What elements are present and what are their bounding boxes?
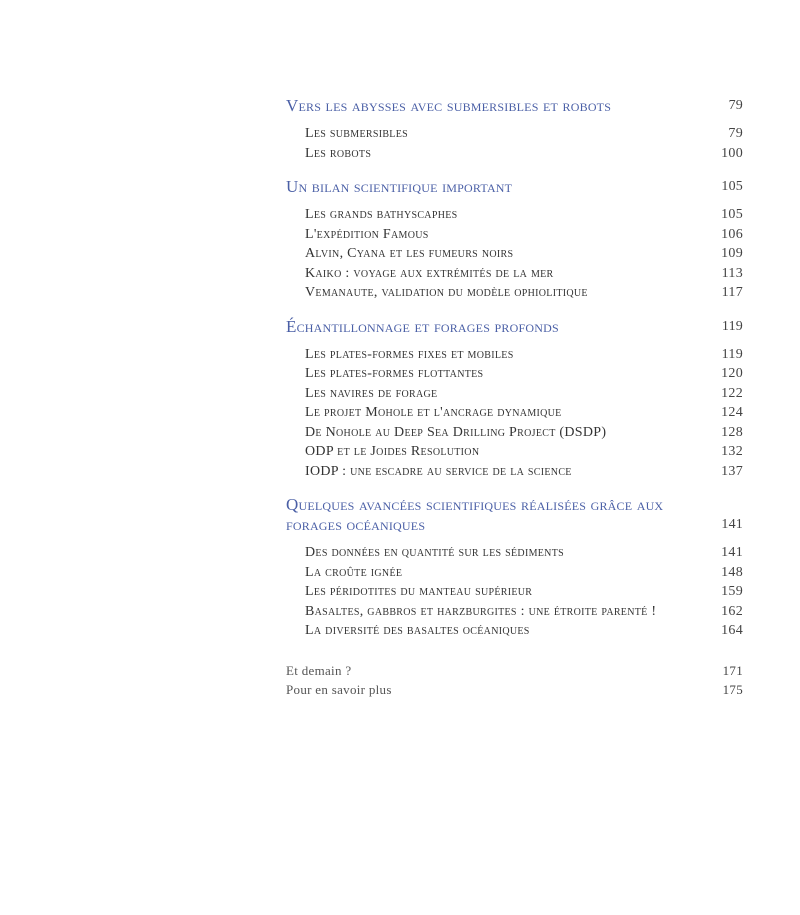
entry-page: 122 [721,385,743,401]
entry-page: 141 [721,545,743,560]
toc-section-avancees [286,495,743,641]
entry-page: 124 [721,405,743,420]
toc-entry[interactable] [286,124,743,144]
section-title: Un bilan scientifique important [286,177,513,196]
toc-entry[interactable] [286,364,743,384]
entry-page: 164 [721,623,743,638]
toc-entry[interactable] [286,661,743,681]
entry-label: L'expédition Famous [305,226,429,242]
toc-entry[interactable] [286,621,743,641]
toc-entry[interactable] [286,442,743,462]
entry-label: La diversité des basaltes océaniques [305,623,530,638]
toc-entry[interactable] [286,225,743,245]
entry-label: Vemanaute, validation du modèle ophiolitique [305,285,588,300]
entry-label: IODP : une escadre au service de la science [305,463,572,479]
entry-label: De Nohole au Deep Sea Drilling Project (DSDP) [305,424,607,440]
section-page: 141 [721,517,743,532]
toc-entry[interactable] [286,283,743,303]
entry-label: Les plates-formes fixes et mobiles [305,346,514,362]
entry-label: Les grands bathyscaphes [305,207,458,222]
entry-label: Le projet Mohole et l'ancrage dynamique [305,405,562,420]
section-title: Vers les abysses avec submersibles et robots [286,96,612,115]
toc-entry[interactable] [286,543,743,563]
entry-label: Alvin, Cyana et les fumeurs noirs [305,246,514,261]
toc-entry[interactable] [286,144,743,164]
entry-label: Les robots [305,145,372,161]
table-of-contents [286,96,743,700]
toc-extras [286,661,743,700]
section-heading[interactable] [286,317,743,337]
toc-entry[interactable] [286,423,743,443]
entry-label: Les péridotites du manteau supérieur [305,584,533,599]
entry-label: La croûte ignée [305,564,403,580]
entry-page: 137 [721,463,743,479]
entry-page: 128 [721,424,743,440]
section-title: Quelques avancées scientifiques réalisées grâce aux forages océaniques [286,495,664,534]
entry-page: 119 [721,346,743,362]
section-heading[interactable] [286,96,743,116]
entry-page: 159 [721,584,743,599]
toc-entry[interactable] [286,462,743,482]
entry-page: 117 [721,285,743,300]
section-title: Échantillonnage et forages profonds [286,316,559,336]
entry-page: 148 [721,564,743,580]
toc-entry[interactable] [286,563,743,583]
entry-page: 175 [722,682,743,697]
toc-entry[interactable] [286,205,743,225]
entry-page: 79 [728,126,743,141]
entry-label: Les navires de forage [305,385,438,401]
section-heading[interactable] [286,177,743,197]
toc-entry[interactable] [286,384,743,404]
toc-entry[interactable] [286,264,743,284]
entry-page: 106 [721,226,743,242]
entry-label: ODP et le Joides Resolution [305,444,480,459]
section-page: 79 [728,98,743,113]
toc-entry[interactable] [286,680,743,700]
entry-page: 120 [721,366,743,381]
toc-section-forages [286,317,743,482]
entry-label: Basaltes, gabbros et harzburgites : une étroite parenté ! [305,603,657,619]
entry-page: 132 [721,444,743,459]
entry-page: 100 [721,145,743,161]
section-heading[interactable] [286,495,743,535]
entry-page: 171 [722,662,743,678]
entry-page: 113 [721,265,743,281]
entry-page: 162 [721,603,743,619]
entry-label: Des données en quantité sur les sédiments [305,545,564,560]
toc-entry[interactable] [286,403,743,423]
section-page: 105 [721,179,743,194]
toc-entry[interactable] [286,244,743,264]
toc-section-bilan [286,177,743,303]
entry-page: 105 [721,207,743,222]
entry-label: Pour en savoir plus [286,682,392,697]
entry-label: Les plates-formes flottantes [305,366,484,381]
toc-entry[interactable] [286,582,743,602]
toc-entry[interactable] [286,602,743,622]
section-page: 119 [721,318,743,334]
entry-page: 109 [721,246,743,261]
toc-entry[interactable] [286,345,743,365]
entry-label: Les submersibles [305,126,408,141]
entry-label: Et demain ? [286,662,352,678]
toc-section-abysses [286,96,743,163]
entry-label: Kaiko : voyage aux extrémités de la mer [305,265,554,281]
